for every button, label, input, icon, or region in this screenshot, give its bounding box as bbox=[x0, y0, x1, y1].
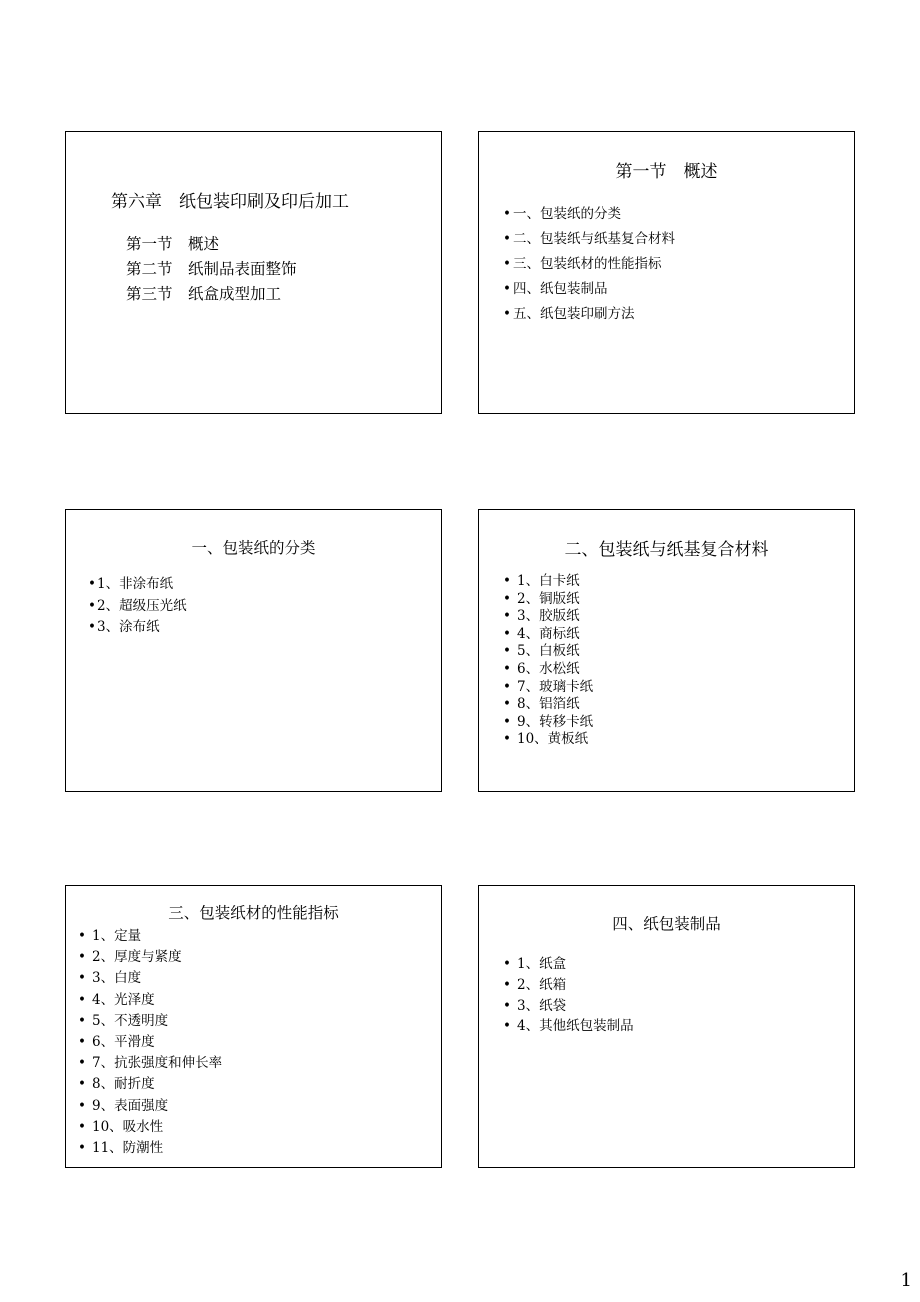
list-item: • 5、白板纸 bbox=[503, 643, 580, 660]
list-item: • 1、非涂布纸 bbox=[88, 574, 187, 596]
list-item: • 8、铝箔纸 bbox=[503, 696, 580, 713]
bullet-icon: • bbox=[88, 597, 96, 614]
list-item: • 3、涂布纸 bbox=[88, 617, 187, 639]
page-number: 1 bbox=[900, 1270, 912, 1291]
list-item: • 4、商标纸 bbox=[503, 625, 580, 642]
bullet-icon: • bbox=[78, 1033, 86, 1050]
slide-title: 一、包装纸的分类 bbox=[191, 539, 316, 557]
list-item: • 4、其他纸包装制品 bbox=[503, 1016, 634, 1037]
slide-paper-composites bbox=[478, 509, 855, 792]
bullet-list bbox=[503, 954, 634, 1037]
list-item: • 5、不透明度 bbox=[78, 1011, 222, 1032]
chapter-title: 第六章 纸包装印刷及印后加工 bbox=[111, 192, 349, 212]
bullet-icon: • bbox=[503, 956, 511, 972]
list-item: • 1、白卡纸 bbox=[503, 573, 580, 589]
bullet-icon: • bbox=[503, 281, 511, 297]
bullet-icon: • bbox=[503, 643, 511, 660]
list-item: • 3、白度 bbox=[78, 968, 222, 989]
bullet-icon: • bbox=[503, 1018, 511, 1035]
list-item: • 9、表面强度 bbox=[78, 1096, 222, 1117]
list-item: • 1、定量 bbox=[78, 926, 222, 947]
list-item: • 6、水松纸 bbox=[503, 660, 580, 677]
list-item: • 8、耐折度 bbox=[78, 1074, 222, 1095]
bullet-icon: • bbox=[78, 1139, 86, 1156]
slide-paper-products bbox=[478, 885, 855, 1168]
list-item: • 三、包装纸材的性能指标 bbox=[503, 252, 675, 277]
bullet-icon: • bbox=[503, 608, 511, 625]
list-item: • 一、包装纸的分类 bbox=[503, 202, 675, 227]
bullet-icon: • bbox=[78, 1012, 86, 1029]
bullet-list bbox=[503, 573, 593, 749]
bullet-icon: • bbox=[78, 1076, 86, 1093]
bullet-list bbox=[88, 574, 187, 639]
list-item: • 3、纸袋 bbox=[503, 996, 634, 1017]
bullet-icon: • bbox=[78, 1055, 86, 1072]
list-item: • 四、纸包装制品 bbox=[503, 277, 675, 302]
bullet-icon: • bbox=[503, 997, 511, 1014]
bullet-icon: • bbox=[503, 306, 511, 322]
bullet-list bbox=[78, 926, 222, 1159]
list-item: • 2、超级压光纸 bbox=[88, 596, 187, 618]
section-item: 第一节 概述 bbox=[126, 235, 220, 253]
list-item: • 2、铜版纸 bbox=[503, 590, 580, 607]
section-item: 第二节 纸制品表面整饰 bbox=[126, 260, 297, 278]
bullet-icon: • bbox=[503, 206, 511, 222]
bullet-icon: • bbox=[88, 576, 96, 592]
bullet-icon: • bbox=[78, 1097, 86, 1114]
list-item: • 2、厚度与紧度 bbox=[78, 947, 222, 968]
bullet-icon: • bbox=[78, 991, 86, 1008]
bullet-icon: • bbox=[503, 573, 511, 589]
slide-title: 二、包装纸与纸基复合材料 bbox=[564, 540, 769, 560]
list-item: • 2、纸箱 bbox=[503, 975, 634, 996]
list-item: • 11、防潮性 bbox=[78, 1138, 222, 1159]
bullet-icon: • bbox=[503, 696, 511, 713]
bullet-icon: • bbox=[78, 1118, 86, 1135]
list-item: • 4、光泽度 bbox=[78, 990, 222, 1011]
slide-title: 三、包装纸材的性能指标 bbox=[168, 904, 339, 922]
slide-paper-classification bbox=[65, 509, 442, 792]
list-item: • 二、包装纸与纸基复合材料 bbox=[503, 227, 675, 252]
bullet-icon: • bbox=[503, 713, 511, 730]
list-item: • 7、抗张强度和伸长率 bbox=[78, 1053, 222, 1074]
list-item: • 10、吸水性 bbox=[78, 1117, 222, 1138]
list-item: • 3、胶版纸 bbox=[503, 608, 580, 625]
list-item: • 7、玻璃卡纸 bbox=[503, 678, 594, 695]
bullet-icon: • bbox=[78, 949, 86, 966]
bullet-icon: • bbox=[503, 590, 511, 607]
section-item: 第三节 纸盒成型加工 bbox=[126, 285, 282, 303]
list-item: • 五、纸包装印刷方法 bbox=[503, 302, 675, 327]
slide-chapter-title bbox=[65, 131, 442, 414]
bullet-icon: • bbox=[503, 625, 511, 642]
bullet-icon: • bbox=[88, 619, 96, 635]
bullet-icon: • bbox=[503, 678, 511, 695]
slide-performance-indicators bbox=[65, 885, 442, 1168]
slide-overview bbox=[478, 131, 855, 414]
bullet-icon: • bbox=[503, 976, 511, 993]
bullet-icon: • bbox=[78, 928, 86, 944]
list-item: • 10、黄板纸 bbox=[503, 731, 589, 748]
slide-title: 第一节 概述 bbox=[615, 162, 718, 182]
bullet-icon: • bbox=[503, 660, 511, 677]
list-item: • 6、平滑度 bbox=[78, 1032, 222, 1053]
slide-title: 四、纸包装制品 bbox=[612, 915, 721, 933]
list-item: • 9、转移卡纸 bbox=[503, 713, 594, 730]
bullet-icon: • bbox=[78, 970, 86, 987]
bullet-icon: • bbox=[503, 731, 511, 748]
bullet-list bbox=[503, 202, 675, 327]
bullet-icon: • bbox=[503, 231, 511, 247]
bullet-icon: • bbox=[503, 256, 511, 272]
list-item: • 1、纸盒 bbox=[503, 954, 634, 975]
